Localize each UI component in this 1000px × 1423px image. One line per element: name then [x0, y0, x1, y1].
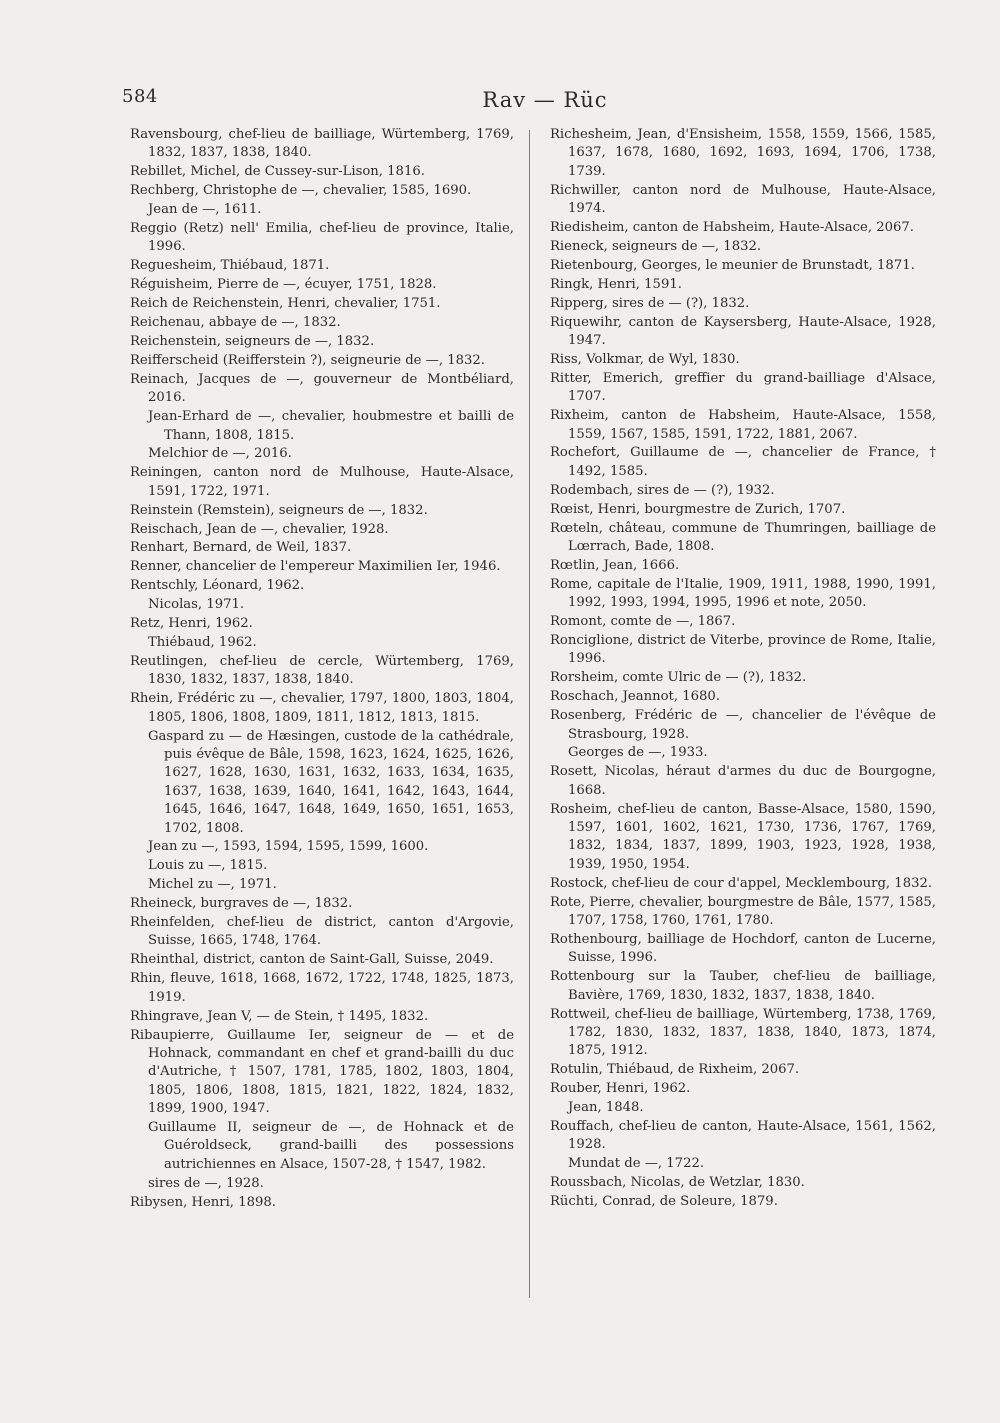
index-entry: Riquewihr, canton de Kaysersberg, Haute-Alsace, 1928, 1947. [550, 314, 936, 348]
index-entry: Rothenbourg, bailliage de Hochdorf, canton de Lucerne, Suisse, 1996. [550, 931, 936, 966]
index-entry: Reischach, Jean de —, chevalier, 1928. [130, 521, 389, 537]
index-entry: Rome, capitale de l'Italie, 1909, 1911, 1988, 1990, 1991, 1992, 1993, 1994, 1995, 1996 et note, 2050. [550, 576, 936, 611]
index-entry: Ronciglione, district de Viterbe, province de Rome, Italie, 1996. [550, 632, 936, 667]
index-entry: Richwiller, canton nord de Mulhouse, Haute-Alsace, 1974. [550, 182, 936, 217]
index-subentry: Mundat de —, 1722. [568, 1156, 705, 1172]
page-number: 584 [122, 86, 158, 107]
index-entry: Rheineck, burgraves de —, 1832. [130, 896, 353, 912]
index-entry: Rottenbourg sur la Tauber, chef-lieu de bailliage, Bavière, 1769, 1830, 1832, 1837, 1838, 1840. [550, 969, 936, 1003]
index-subentry: Georges de —, 1933. [568, 745, 708, 761]
index-entry: Ravensbourg, chef-lieu de bailliage, Würtemberg, 1769, 1832, 1837, 1838, 1840. [130, 127, 514, 161]
index-subentry: Louis zu —, 1815. [148, 858, 268, 874]
index-entry: Rhein, Frédéric zu —, chevalier, 1797, 1800, 1803, 1804, 1805, 1806, 1808, 1809, 1811, 1812, 1813, 1815. [130, 691, 514, 725]
index-entry: Rote, Pierre, chevalier, bourgmestre de Bâle, 1577, 1585, 1707, 1758, 1760, 1761, 1780. [550, 894, 936, 929]
index-entry: Riss, Volkmar, de Wyl, 1830. [550, 351, 740, 367]
index-entry: Ripperg, sires de — (?), 1832. [550, 295, 750, 311]
index-entry: Roussbach, Nicolas, de Wetzlar, 1830. [550, 1175, 805, 1191]
index-entry: Roschach, Jeannot, 1680. [550, 689, 720, 705]
index-subentry: Jean-Erhard de —, chevalier, houbmestre et bailli de Thann, 1808, 1815. [148, 409, 514, 443]
index-entry: Rœist, Henri, bourgmestre de Zurich, 1707. [550, 501, 846, 517]
index-entry: Rentschly, Léonard, 1962. [130, 578, 305, 594]
index-entry: Reutlingen, chef-lieu de cercle, Würtemberg, 1769, 1830, 1832, 1837, 1838, 1840. [130, 653, 514, 688]
index-subentry: Jean, 1848. [568, 1100, 644, 1116]
running-head: Rav — Rüc [482, 88, 608, 112]
index-entry: Rorsheim, comte Ulric de — (?), 1832. [550, 670, 807, 686]
index-entry: Reinach, Jacques de —, gouverneur de Montbéliard, 2016. [130, 371, 514, 406]
index-entry: Richesheim, Jean, d'Ensisheim, 1558, 1559, 1566, 1585, 1637, 1678, 1680, 1692, 1693, 1694, 1706, 1738, 1739. [550, 127, 936, 179]
index-entry: Rhingrave, Jean V, — de Stein, † 1495, 1832. [130, 1008, 429, 1024]
index-entry: Ribysen, Henri, 1898. [130, 1194, 276, 1210]
index-subentry: Guillaume II, seigneur de —, de Hohnack et de Guéroldseck, grand-bailli des possessions autrichiennes en Alsace, 1507-28, † 1547, 1982. [148, 1120, 514, 1172]
index-entry: Rodembach, sires de — (?), 1932. [550, 482, 775, 498]
index-entry: Reichenau, abbaye de —, 1832. [130, 315, 341, 331]
index-entry: Rechberg, Christophe de —, chevalier, 1585, 1690. [130, 183, 472, 199]
index-entry: Rouffach, chef-lieu de canton, Haute-Alsace, 1561, 1562, 1928. [550, 1119, 936, 1153]
index-subentry: Jean zu —, 1593, 1594, 1595, 1599, 1600. [148, 839, 429, 855]
index-entry: Reifferscheid (Reifferstein ?), seigneurie de —, 1832. [130, 352, 485, 368]
index-subentry: Nicolas, 1971. [148, 597, 245, 613]
index-subentry: Gaspard zu — de Hæsingen, custode de la cathédrale, puis évêque de Bâle, 1598, 1623, 1624, 1625, 1626, 1627, 1628, 1630, 1631, 1632, 1633, 1634, 1635, 1637, 1638, 1639, 1640, 1641, 1642, 1643, 1644, 1645, 1646, 1647, 1648, 1649, 1650, 1651, 1653, 1702, 1808. [148, 728, 514, 836]
index-entry: Rosett, Nicolas, héraut d'armes du duc de Bourgogne, 1668. [550, 764, 936, 798]
index-entry: Romont, comte de —, 1867. [550, 614, 736, 630]
index-entry: Retz, Henri, 1962. [130, 616, 253, 632]
index-entry: Rœtlin, Jean, 1666. [550, 557, 680, 573]
index-entry: Rheinthal, district, canton de Saint-Gall, Suisse, 2049. [130, 952, 494, 968]
index-entry: Rostock, chef-lieu de cour d'appel, Mecklembourg, 1832. [550, 875, 933, 891]
index-entry: Reiningen, canton nord de Mulhouse, Haute-Alsace, 1591, 1722, 1971. [130, 465, 514, 499]
index-entry: Rheinfelden, chef-lieu de district, canton d'Argovie, Suisse, 1665, 1748, 1764. [130, 915, 514, 949]
index-entry: Rixheim, canton de Habsheim, Haute-Alsace, 1558, 1559, 1567, 1585, 1591, 1722, 1881, 2067. [550, 408, 936, 442]
index-entry: Rosenberg, Frédéric de —, chancelier de l'évêque de Strasbourg, 1928. [550, 708, 936, 742]
index-entry: Rebillet, Michel, de Cussey-sur-Lison, 1816. [130, 164, 425, 180]
index-entry: Reinstein (Remstein), seigneurs de —, 1832. [130, 502, 428, 518]
index-entry: Reguesheim, Thiébaud, 1871. [130, 258, 330, 274]
index-entry: Riedisheim, canton de Habsheim, Haute-Alsace, 2067. [550, 220, 914, 236]
index-entry: Rotulin, Thiébaud, de Rixheim, 2067. [550, 1062, 800, 1078]
index-subentry: sires de —, 1928. [148, 1175, 264, 1191]
left-column [130, 126, 514, 1213]
index-entry: Renner, chancelier de l'empereur Maximilien Ier, 1946. [130, 559, 501, 575]
index-entry: Reich de Reichenstein, Henri, chevalier, 1751. [130, 296, 441, 312]
index-entry: Reichenstein, seigneurs de —, 1832. [130, 333, 375, 349]
index-entry: Ringk, Henri, 1591. [550, 276, 682, 292]
index-entry: Rietenbourg, Georges, le meunier de Brunstadt, 1871. [550, 257, 915, 273]
index-entry: Renhart, Bernard, de Weil, 1837. [130, 540, 352, 556]
index-entry: Rochefort, Guillaume de —, chancelier de France, † 1492, 1585. [550, 445, 936, 479]
index-subentry: Melchior de —, 2016. [148, 446, 292, 462]
index-entry: Rottweil, chef-lieu de bailliage, Würtemberg, 1738, 1769, 1782, 1830, 1832, 1837, 1838, 1840, 1873, 1874, 1875, 1912. [550, 1006, 936, 1059]
index-entry: Rœteln, château, commune de Thumringen, bailliage de Lœrrach, Bade, 1808. [550, 520, 936, 554]
index-subentry: Jean de —, 1611. [148, 202, 262, 218]
index-entry: Ritter, Emerich, greffier du grand-bailliage d'Alsace, 1707. [550, 370, 936, 405]
right-column [550, 126, 936, 1212]
index-entry: Ribaupierre, Guillaume Ier, seigneur de — et de Hohnack, commandant en chef et grand-bailli du duc d'Autriche, † 1507, 1781, 1785, 1802, 1803, 1804, 1805, 1806, 1808, 1815, 1821, 1822, 1824, 1832, 1899, 1900, 1947. [130, 1027, 514, 1117]
index-entry: Rouber, Henri, 1962. [550, 1081, 691, 1097]
index-entry: Réguisheim, Pierre de —, écuyer, 1751, 1828. [130, 277, 437, 293]
index-entry: Reggio (Retz) nell' Emilia, chef-lieu de province, Italie, 1996. [130, 221, 514, 255]
index-subentry: Thiébaud, 1962. [148, 634, 257, 650]
index-entry: Rieneck, seigneurs de —, 1832. [550, 238, 762, 254]
index-subentry: Michel zu —, 1971. [148, 877, 277, 893]
column-divider [529, 130, 530, 1298]
index-entry: Rüchti, Conrad, de Soleure, 1879. [550, 1194, 778, 1210]
index-entry: Rosheim, chef-lieu de canton, Basse-Alsace, 1580, 1590, 1597, 1601, 1602, 1621, 1730, 1736, 1767, 1769, 1832, 1834, 1837, 1899, 1903, 1923, 1928, 1938, 1939, 1950, 1954. [550, 801, 936, 872]
index-entry: Rhin, fleuve, 1618, 1668, 1672, 1722, 1748, 1825, 1873, 1919. [130, 971, 514, 1005]
